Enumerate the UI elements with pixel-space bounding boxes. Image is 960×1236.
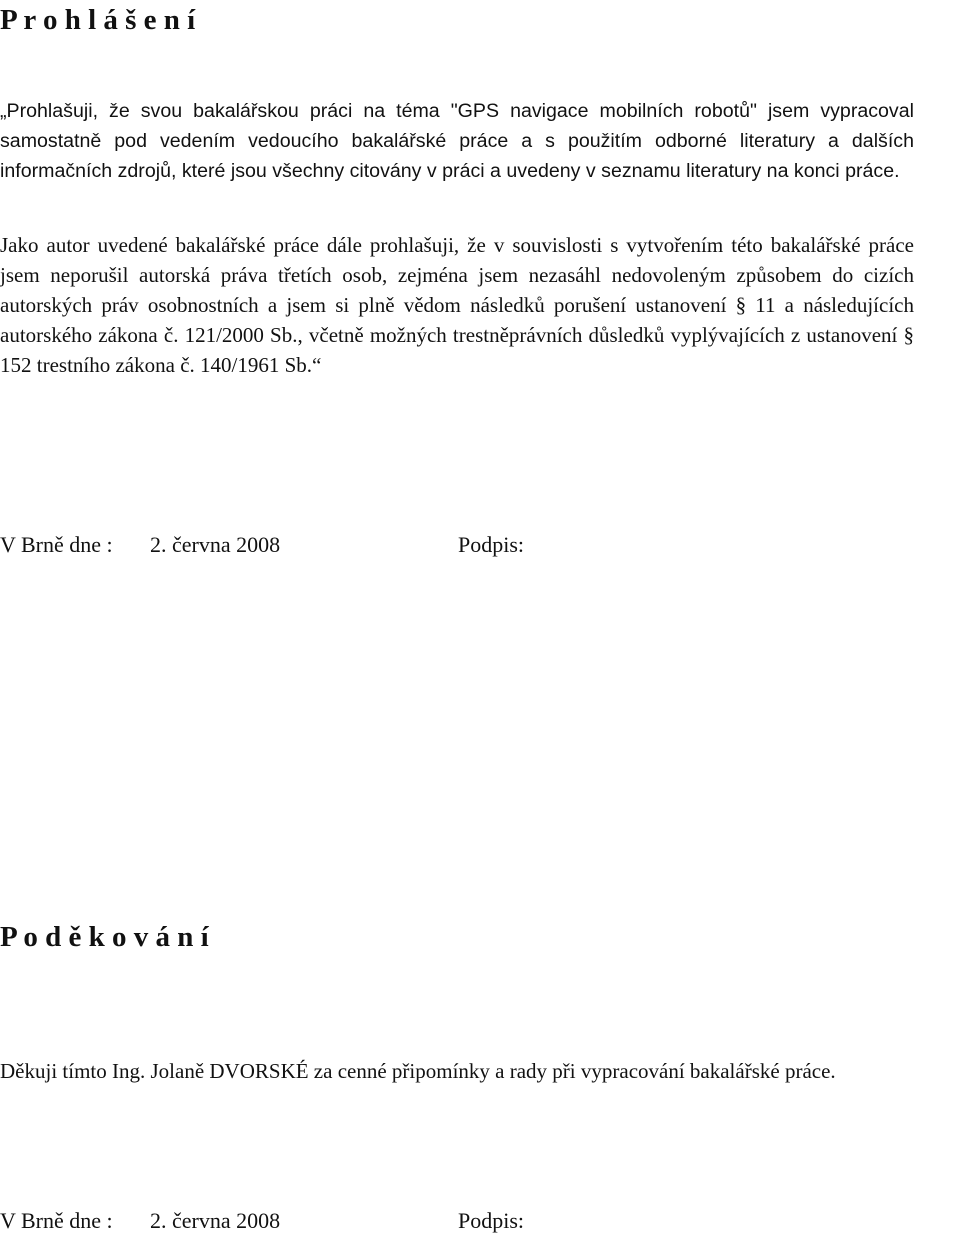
declaration-paragraph-2: Jako autor uvedené bakalářské práce dále prohlašuji, že v souvislosti s vytvořením této bakalářské práce jsem neporušil autorská práva třetích osob, zejména jsem nezasáhl nedovoleným způsobem do cizích autorských práv osobnostních a jsem si plně vědom následků porušení ustanovení § 11 a následujících autorského zákona č. 121/2000 Sb., včetně možných trestněprávních důsledků vyplývajících z ustanovení § 152 trestního zákona č. 140/1961 Sb.“ (0, 233, 914, 377)
acknowledgement-date: 2. června 2008 (150, 1208, 281, 1233)
declaration-place-label: V Brně dne : (0, 532, 113, 557)
acknowledgement-title: P o d ě k o v á n í (0, 921, 209, 953)
acknowledgement-text: Děkuji tímto Ing. Jolaně DVORSKÉ za cenné připomínky a rady při vypracování bakalářské práce. (0, 1059, 836, 1083)
declaration-date: 2. června 2008 (150, 532, 281, 557)
declaration-title: P r o h l á š e n í (0, 4, 196, 36)
declaration-paragraph-1: „Prohlašuji, že svou bakalářskou práci na téma "GPS navigace mobilních robotů" jsem vypracoval samostatně pod vedením vedoucího bakalářské práce a s použitím odborné literatury a dalších informačních zdrojů, které jsou všechny citovány v práci a uvedeny v seznamu literatury na konci práce. (0, 100, 914, 182)
declaration-signature-label: Podpis: (458, 532, 525, 557)
acknowledgement-signature-row (0, 1206, 524, 1236)
acknowledgement-signature-label: Podpis: (458, 1208, 525, 1233)
acknowledgement-place-label: V Brně dne : (0, 1208, 113, 1233)
declaration-signature-row (0, 530, 524, 560)
